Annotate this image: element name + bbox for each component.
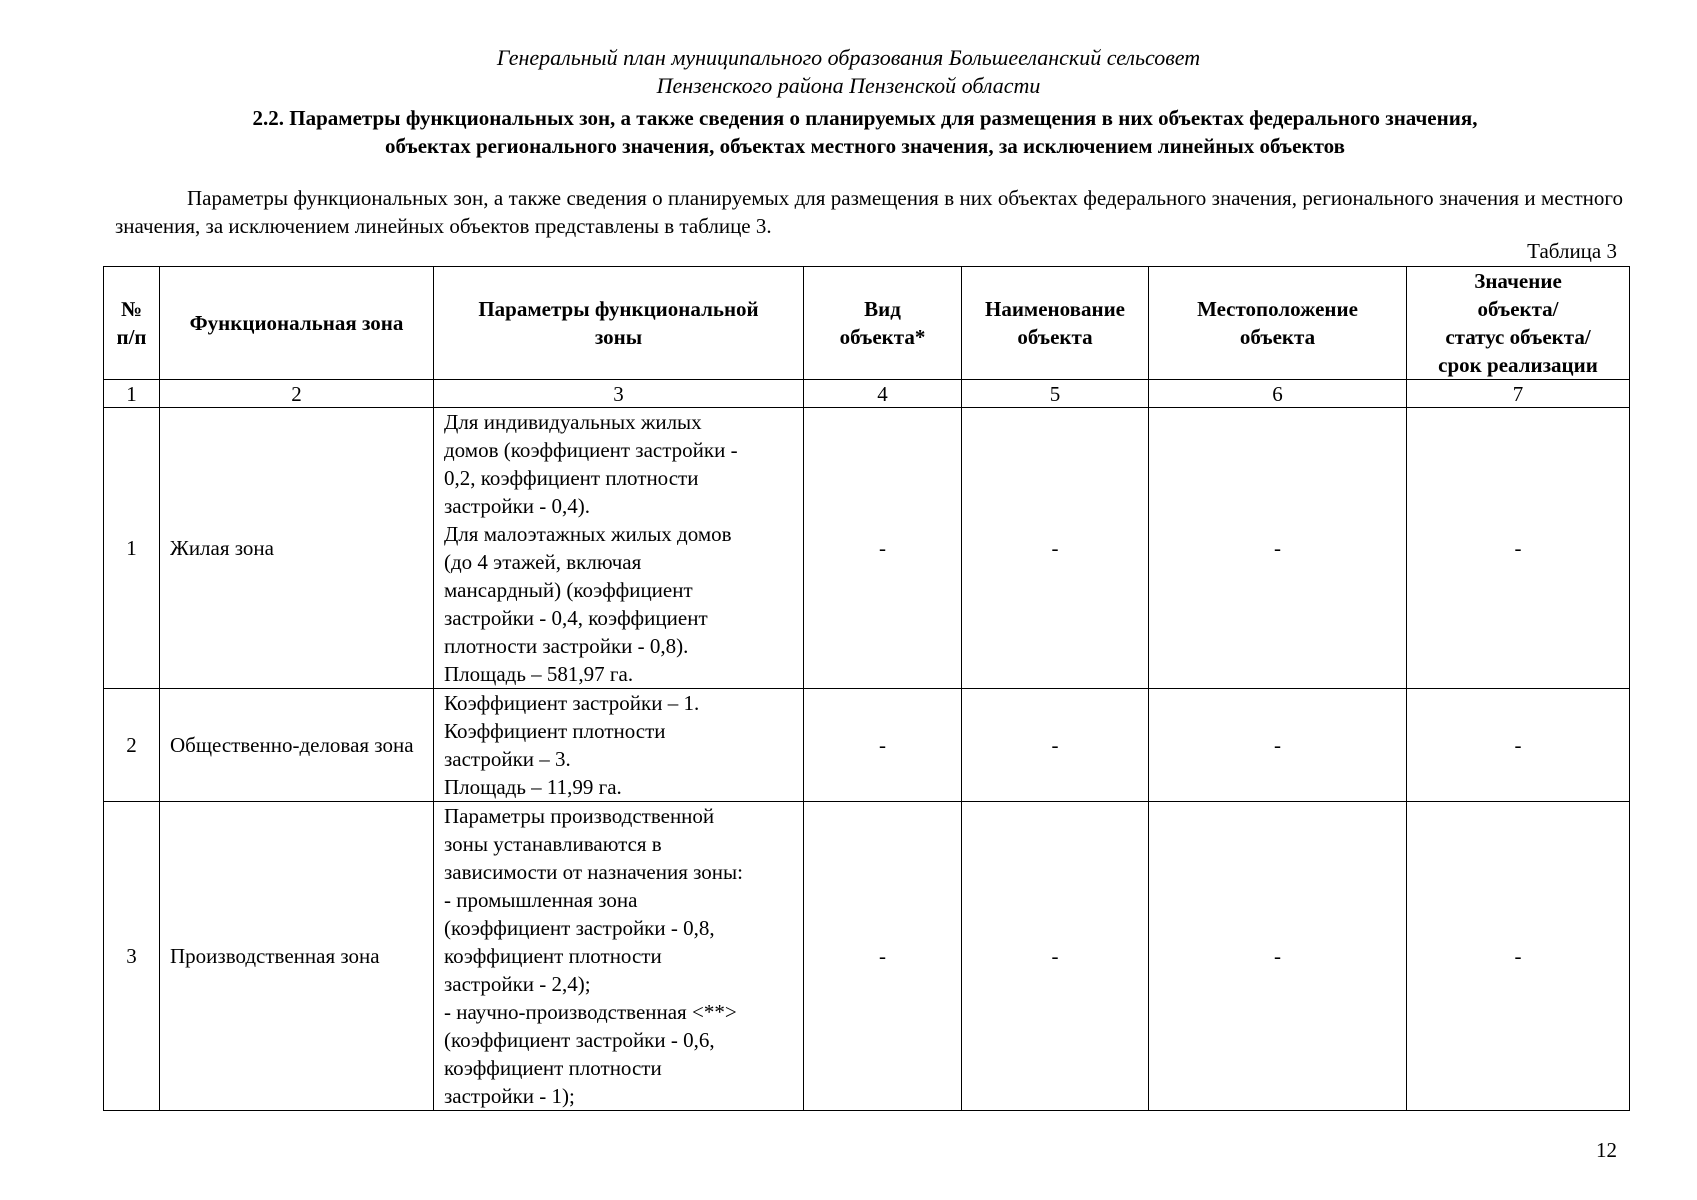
row-number: 1 <box>104 408 160 689</box>
table-caption: Таблица 3 <box>1527 239 1617 263</box>
header-cell-num: № п/п <box>104 267 160 380</box>
header-line-1: Генеральный план муниципального образования Большееланский сельсовет <box>496 45 1201 70</box>
section-title-line-2: объектах регионального значения, объектах местного значения, за исключением линейных объектов <box>385 134 1345 158</box>
object-name: - <box>962 802 1149 1111</box>
row-number: 2 <box>104 689 160 802</box>
object-status: - <box>1407 802 1630 1111</box>
object-type: - <box>804 802 962 1111</box>
object-name: - <box>962 408 1149 689</box>
row-number: 3 <box>104 802 160 1111</box>
object-location: - <box>1149 802 1407 1111</box>
header-cell-location: Местоположение объекта <box>1149 267 1407 380</box>
header-cell-type: Вид объекта* <box>804 267 962 380</box>
header-cell-status: Значение объекта/ статус объекта/ срок реализации <box>1407 267 1630 380</box>
table-row <box>104 689 1630 802</box>
header-cell-params: Параметры функциональной зоны <box>434 267 804 380</box>
object-status: - <box>1407 689 1630 802</box>
header-row <box>104 267 1630 380</box>
functional-zones-table <box>103 266 1630 1111</box>
header-cell-name: Наименование объекта <box>962 267 1149 380</box>
column-number: 3 <box>434 380 804 408</box>
table-row <box>104 408 1630 689</box>
zone-name: Жилая зона <box>160 408 434 689</box>
section-title-line-1: 2.2. Параметры функциональных зон, а также сведения о планируемых для размещения в них объектах федерального значения, <box>252 106 1478 130</box>
zone-name: Производственная зона <box>160 802 434 1111</box>
table-row <box>104 802 1630 1111</box>
column-number: 5 <box>962 380 1149 408</box>
object-status: - <box>1407 408 1630 689</box>
header-line-2: Пензенского района Пензенской области <box>656 73 1041 98</box>
section-title <box>130 104 1600 160</box>
header-cell-zone: Функциональная зона <box>160 267 434 380</box>
column-number: 2 <box>160 380 434 408</box>
page-header <box>0 44 1697 100</box>
zone-params: Коэффициент застройки – 1. Коэффициент плотности застройки – 3. Площадь – 11,99 га. <box>434 689 804 802</box>
column-number: 4 <box>804 380 962 408</box>
object-type: - <box>804 408 962 689</box>
page-number: 12 <box>1596 1138 1617 1162</box>
object-location: - <box>1149 689 1407 802</box>
object-name: - <box>962 689 1149 802</box>
zone-params: Параметры производственной зоны устанавливаются в зависимости от назначения зоны: - промышленная зона (коэффициент застройки - 0,8, коэффициент плотности застройки - 2,4); - научно-производственная <**> (коэффициент застройки - 0,6, коэффициент плотности застройки - 1); <box>434 802 804 1111</box>
column-number-row <box>104 380 1630 408</box>
zone-params: Для индивидуальных жилых домов (коэффициент застройки - 0,2, коэффициент плотности застройки - 0,4). Для малоэтажных жилых домов (до 4 этажей, включая мансардный) (коэффициент застройки - 0,4, коэффициент плотности застройки - 0,8). Площадь – 581,97 га. <box>434 408 804 689</box>
column-number: 7 <box>1407 380 1630 408</box>
column-number: 6 <box>1149 380 1407 408</box>
column-number: 1 <box>104 380 160 408</box>
zone-name: Общественно-деловая зона <box>160 689 434 802</box>
object-location: - <box>1149 408 1407 689</box>
object-type: - <box>804 689 962 802</box>
intro-paragraph: Параметры функциональных зон, а также сведения о планируемых для размещения в них объектах федерального значения, регионального значения и местного значения, за исключением линейных объектов представлены в таблице 3. <box>115 186 1623 238</box>
